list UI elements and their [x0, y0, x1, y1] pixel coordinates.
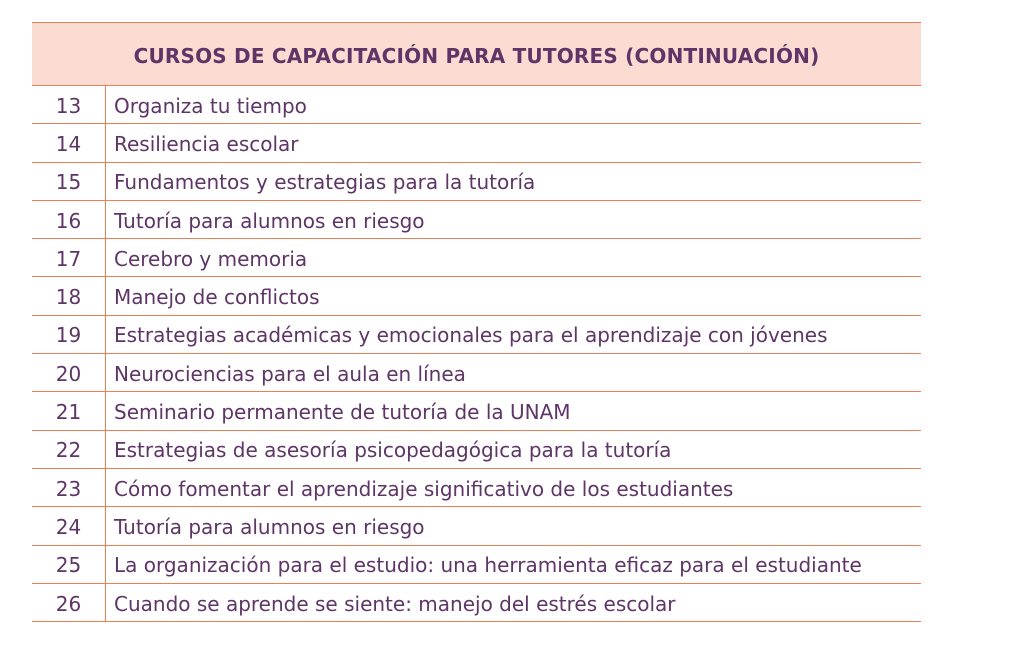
row-number: 13	[32, 86, 106, 123]
course-name: Neurociencias para el aula en línea	[114, 361, 466, 386]
row-number: 14	[32, 124, 106, 161]
table-row	[32, 354, 921, 392]
row-number: 16	[32, 201, 106, 238]
row-number: 24	[32, 507, 106, 544]
row-number: 18	[32, 277, 106, 314]
course-name: Cómo fomentar el aprendizaje significativo de los estudiantes	[114, 476, 734, 501]
table-row	[32, 163, 921, 201]
row-number: 26	[32, 584, 106, 621]
row-number: 17	[32, 239, 106, 276]
course-name: Organiza tu tiempo	[114, 93, 307, 118]
table-row	[32, 507, 921, 545]
table-row	[32, 124, 921, 162]
course-name: La organización para el estudio: una herramienta eficaz para el estudiante	[114, 553, 862, 578]
course-name: Cerebro y memoria	[114, 246, 308, 271]
table-row	[32, 86, 921, 124]
row-number: 21	[32, 392, 106, 429]
table-title: CURSOS DE CAPACITACIÓN PARA TUTORES (CONTINUACIÓN)	[133, 44, 820, 68]
row-number: 25	[32, 546, 106, 583]
course-name: Resiliencia escolar	[114, 131, 299, 156]
course-name: Cuando se aprende se siente: manejo del estrés escolar	[114, 591, 676, 616]
table-row	[32, 277, 921, 315]
table-header	[32, 22, 921, 86]
table-row	[32, 316, 921, 354]
course-name: Manejo de conflictos	[114, 285, 320, 310]
row-number: 22	[32, 431, 106, 468]
row-number: 20	[32, 354, 106, 391]
course-name: Estrategias de asesoría psicopedagógica para la tutoría	[114, 438, 672, 463]
course-name: Estrategias académicas y emocionales para el aprendizaje con jóvenes	[114, 323, 828, 348]
table-row	[32, 469, 921, 507]
row-number: 23	[32, 469, 106, 506]
course-name: Fundamentos y estrategias para la tutoría	[114, 170, 536, 195]
table-row	[32, 201, 921, 239]
table-row	[32, 584, 921, 622]
table-row	[32, 239, 921, 277]
row-number: 19	[32, 316, 106, 353]
row-number: 15	[32, 163, 106, 200]
course-name: Seminario permanente de tutoría de la UNAM	[114, 400, 571, 425]
courses-table	[32, 22, 921, 622]
table-row	[32, 546, 921, 584]
table-row	[32, 392, 921, 430]
course-name: Tutoría para alumnos en riesgo	[114, 208, 425, 233]
course-name: Tutoría para alumnos en riesgo	[114, 514, 425, 539]
table-row	[32, 431, 921, 469]
